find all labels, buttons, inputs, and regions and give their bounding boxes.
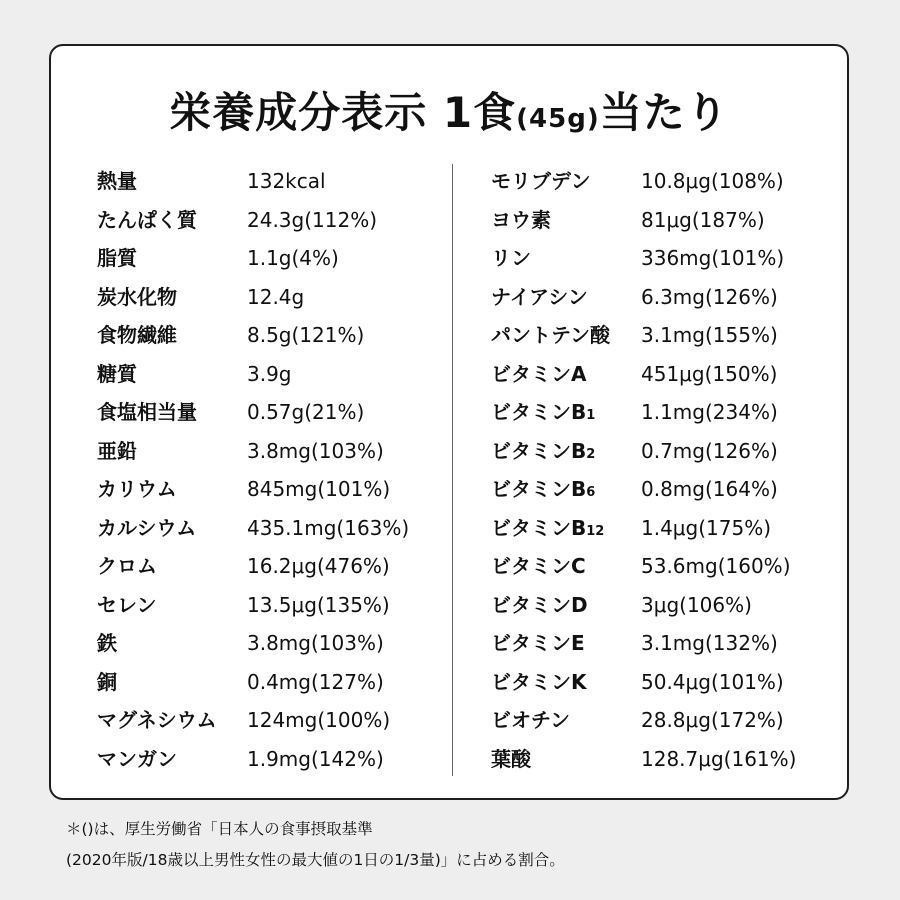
nutrient-value: 24.3g(112%) [247, 207, 378, 232]
nutrient-value: 6.3mg(126%) [641, 284, 778, 309]
nutrient-name: 食物繊維 [97, 323, 177, 347]
nutrient-name-text: ビタミンA [491, 361, 587, 386]
nutrient-value: 1.1g(4%) [247, 246, 339, 270]
nutrient-value: 0.57g(21%) [247, 400, 365, 424]
nutrient-name [491, 206, 551, 238]
nutrient-value: 132kcal [247, 169, 326, 193]
nutrient-name-text: ビタミンB [491, 400, 587, 424]
nutrient-value: 3.1mg(155%) [641, 323, 778, 347]
nutrient-value: 1.4μg(175%) [641, 515, 772, 540]
nutrient-name-text: ナイアシン [491, 284, 588, 309]
nutrient-value: 81μg(187%) [641, 207, 765, 232]
title-serving: (45g) [516, 104, 600, 134]
nutrient-value: 845mg(101%) [247, 477, 391, 501]
nutrient-name [491, 321, 610, 353]
nutrient-value: 12.4g [247, 284, 305, 309]
column-divider [452, 164, 453, 776]
nutrient-name [491, 706, 570, 738]
footnote-line-1: ＊()は、厚生労働省「日本人の食事摂取基準 [66, 820, 373, 838]
nutrient-value: 0.8mg(164%) [641, 477, 778, 501]
nutrient-value: 124mg(100%) [247, 708, 391, 732]
nutrient-value: 435.1mg(163%) [247, 515, 410, 540]
nutrient-value: 1.1mg(234%) [641, 400, 778, 424]
nutrient-name: マグネシウム [97, 708, 217, 732]
nutrient-name-text: ヨウ素 [491, 207, 551, 232]
nutrient-name-text: ビタミンD [491, 592, 588, 617]
nutrient-name: 食塩相当量 [97, 400, 197, 424]
nutrient-name-subscript: 12 [586, 523, 605, 539]
nutrient-name-text: 葉酸 [491, 746, 531, 771]
nutrient-name [491, 552, 586, 584]
nutrient-value: 3μg(106%) [641, 592, 752, 617]
nutrient-name [491, 591, 588, 623]
nutrient-name: 糖質 [97, 361, 137, 386]
nutrient-name: 鉄 [97, 631, 117, 655]
nutrient-name-subscript: 2 [586, 446, 596, 462]
nutrient-name: 熱量 [97, 169, 137, 193]
title-suffix: 当たり [599, 88, 729, 137]
nutrient-value: 13.5μg(135%) [247, 592, 390, 617]
nutrient-name-text: ビタミンB [491, 515, 587, 540]
nutrient-name [491, 629, 585, 661]
nutrient-value: 53.6mg(160%) [641, 554, 791, 578]
nutrient-name-text: ビタミンK [491, 669, 587, 694]
nutrient-name: 炭水化物 [97, 284, 177, 309]
nutrient-name-subscript: 1 [586, 408, 596, 423]
nutrient-name-text: パントテン酸 [491, 323, 610, 347]
nutrient-name: マンガン [97, 746, 177, 771]
nutrient-value: 128.7μg(161%) [641, 746, 797, 771]
page-title [51, 80, 847, 140]
nutrient-name: たんぱく質 [97, 207, 197, 232]
nutrient-name [491, 360, 586, 392]
nutrient-name [491, 475, 595, 507]
nutrient-value: 8.5g(121%) [247, 323, 365, 347]
nutrient-value: 1.9mg(142%) [247, 746, 384, 771]
title-main: 栄養成分表示 1食 [169, 88, 517, 137]
nutrient-value: 0.4mg(127%) [247, 669, 384, 694]
nutrient-name [491, 745, 531, 777]
nutrient-name [491, 514, 604, 546]
nutrient-value: 336mg(101%) [641, 246, 785, 270]
nutrient-name: クロム [97, 554, 157, 578]
nutrient-value: 16.2μg(476%) [247, 554, 390, 578]
nutrient-name: カルシウム [97, 515, 197, 540]
nutrient-name-text: ビタミンB [491, 477, 587, 501]
nutrient-name [491, 668, 587, 700]
nutrient-value: 3.8mg(103%) [247, 631, 384, 655]
nutrient-name: 銅 [97, 669, 117, 694]
nutrient-value: 3.9g [247, 361, 292, 386]
nutrient-name: 亜鉛 [97, 438, 137, 463]
nutrient-name: カリウム [97, 477, 177, 501]
nutrient-name [491, 283, 588, 315]
nutrient-name [491, 167, 591, 199]
nutrient-name-text: ビタミンB [491, 438, 587, 463]
footnote-line-2: (2020年版/18歳以上男性女性の最大値の1日の1/3量)」に占める割合。 [66, 851, 565, 869]
nutrient-value: 0.7mg(126%) [641, 438, 778, 463]
nutrient-name-text: ビオチン [491, 708, 570, 732]
nutrient-name: セレン [97, 592, 157, 617]
nutrient-name: 脂質 [97, 246, 137, 270]
nutrient-value: 451μg(150%) [641, 361, 778, 386]
nutrient-value: 50.4μg(101%) [641, 669, 784, 694]
nutrient-name [491, 244, 531, 276]
nutrient-value: 3.1mg(132%) [641, 631, 778, 655]
nutrient-name [491, 437, 595, 469]
nutrient-name-text: モリブデン [491, 169, 591, 193]
nutrient-value: 28.8μg(172%) [641, 708, 784, 732]
nutrient-name-subscript: 6 [586, 485, 596, 500]
nutrition-card [49, 44, 849, 800]
nutrient-name-text: リン [491, 246, 531, 270]
nutrient-value: 3.8mg(103%) [247, 438, 384, 463]
nutrient-name-text: ビタミンE [491, 631, 585, 655]
nutrient-name-text: ビタミンC [491, 554, 586, 578]
nutrient-value: 10.8μg(108%) [641, 169, 784, 193]
nutrient-name [491, 398, 595, 430]
